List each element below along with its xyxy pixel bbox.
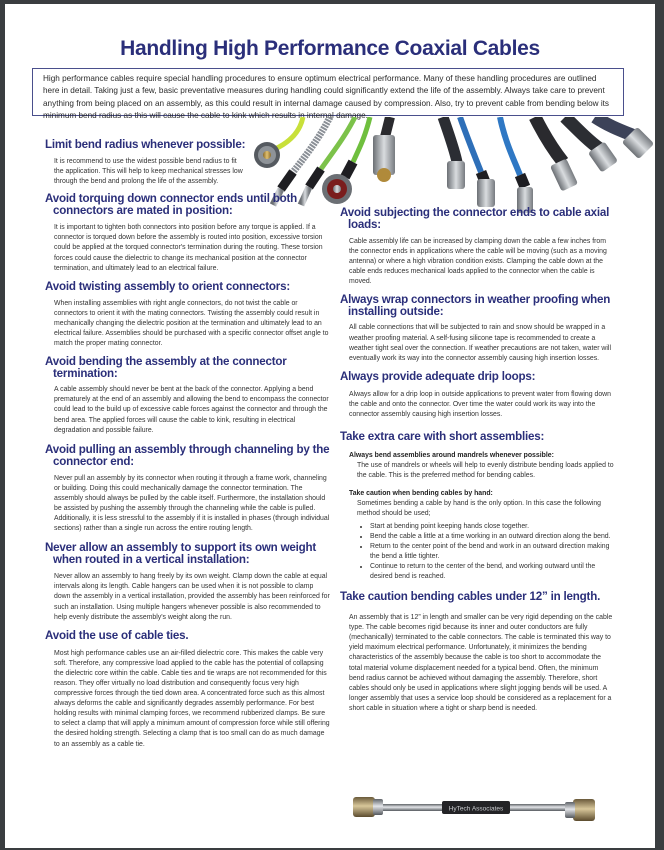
subbody-by-hand: Sometimes bending a cable by hand is the only option. In this case the following method should be used;	[357, 500, 602, 518]
short-cable-photo	[347, 787, 597, 829]
subbody-mandrels: The use of mandrels or wheels will help to evenly distribute bending loads applied to the cable. This is the preferred method for bending cables.	[357, 462, 614, 480]
list-item: • Bend the cable a little at a time working in an outward direction along the bend.	[370, 532, 615, 542]
section-heading: Avoid twisting assembly to orient connectors:	[45, 279, 291, 293]
bending-steps-list	[340, 522, 615, 583]
section-heading: Avoid the use of cable ties.	[45, 628, 189, 642]
section-avoid-pulling	[45, 444, 330, 535]
list-item: • Start at bending point keeping hands close together.	[370, 522, 615, 532]
section-avoid-torquing	[45, 193, 330, 273]
section-body: When installing assemblies with right angle connectors, do not twist the cable or connectors to orient it with the mating connectors. Twisting the assembly could result in mechanically changing the dielectric position at the termination and ultimately lead to an electrical failure. Assemblies should be purchased with a specific connector offset angle to match the proper mating connector.	[54, 299, 329, 348]
section-heading: Always wrap connectors in weather proofing when installing outside:	[340, 293, 611, 319]
section-heading: Avoid pulling an assembly through channeling by the connector end:	[45, 442, 330, 468]
right-column	[340, 207, 615, 714]
section-heading: Always provide adequate drip loops:	[340, 369, 536, 383]
section-avoid-bending-termination	[45, 356, 330, 435]
section-body: Most high performance cables use an air-filled dielectric core. This makes the cable very soft. Therefore, any compressive load applied to the cable has the potential of collapsing the dielectric core within the cable. Cable ties and tie wraps are not recommended for this reason. They offer virtually no load distribution and consequently focus very high compressive forces through the tied down area. A concentrated force such as this almost always deforms the cable and significantly degrades assembly performance. For best holding results with minimal clamping forces, we recommend rubberized clamps. Be sure to select a clamp that will apply a minimum amount of compression force while still offering the desired holding strength. Selecting a clamp that is too small can do as much damage to an assembly as a cable tie.	[54, 649, 330, 748]
section-body: Cable assembly life can be increased by clamping down the cable a few inches from the connector ends in applications where the cable will be moving (such as a moving antenna) or where a high vibration condition exists. Clamping the cable down at the cable ends reduces mechanical loads applied to the connector when the cable is moved.	[349, 238, 607, 286]
list-item: • Return to the center point of the bend and work in an outward direction making the bend a little tighter.	[370, 542, 615, 562]
short-cable-label: HyTech Associates	[448, 805, 504, 813]
left-column	[45, 139, 330, 750]
document-page	[5, 4, 655, 848]
section-body: Never allow an assembly to hang freely by its own weight. Clamp down the cable at equal intervals along its length. Cable hangers can be used when it is not possible to clamp down the assembly in a vertical installation, provided the assembly has been reinforced for such an installation. Using multiple hangers whenever possible is also recommended to help evenly distribute the assembly's weight along the run.	[54, 573, 330, 621]
section-heading: Limit bend radius whenever possible:	[45, 138, 246, 151]
section-under-12-inches	[340, 591, 615, 714]
section-vertical-installation	[45, 542, 330, 622]
section-limit-bend-radius	[45, 139, 330, 187]
subheading-by-hand: Take caution when bending cables by hand:	[349, 490, 493, 498]
section-heading: Take caution bending cables under 12” in length.	[340, 590, 601, 604]
section-heading: Avoid subjecting the connector ends to cable axial loads:	[340, 206, 610, 231]
subheading-mandrels: Always bend assemblies around mandrels whenever possible:	[349, 452, 554, 460]
section-heading: Avoid torquing down connector ends until both connectors are mated in position:	[45, 192, 298, 218]
section-axial-loads	[340, 207, 615, 287]
section-body: An assembly that is 12” in length and smaller can be very rigid depending on the cable type. The cable becomes rigid because its inner and outer conductors are fully (mechanically) terminated to the cable connectors. The cable is terminated this way to yield maximum electrical performance. Unfortunately, it minimizes the bending characteristics of the assembly because the cable is too short to accommodate the total material volume displacement needed for a typical bend. Often, the minimum bend radius cannot be achieved without damaging the assembly. Therefore, short cables should only be used in applications where slight jogging bends will be used. A longer assembly that uses a service loop should be considered as a replacement for a short cable in situation where a tight or sharp bend is needed.	[349, 614, 613, 712]
section-heading: Never allow an assembly to support its own weight when routed in a vertical installation:	[45, 541, 317, 567]
section-body: All cable connections that will be subjected to rain and snow should be wrapped in a weather proofing material. A self-fusing silicone tape is recommended to create a weather tight seal over the connection. If weather precautions are not taken, water will eventually work its way into the connector assembly causing high insertion losses.	[349, 324, 611, 362]
page-title: Handling High Performance Coaxial Cables	[120, 37, 540, 60]
section-heading: Avoid bending the assembly at the connector termination:	[45, 355, 287, 381]
section-body: A cable assembly should never be bent at the back of the connector. Applying a bend prematurely at the end of an assembly and allowing the bend to encompass the connector could lead to the build up of excessive cable forces against the connector and through the bend area. The applied forces will cause the cable to kink, resulting in electrical degradation and possible failure.	[54, 386, 329, 434]
section-body: It is recommend to use the widest possible bend radius to fit the application. This will help to keep mechanical stresses low through the bend and prolong the life of the assembly.	[54, 158, 243, 186]
section-avoid-twisting	[45, 281, 330, 349]
section-weather-proofing	[340, 294, 615, 363]
section-body: Never pull an assembly by its connector when routing it through a frame work, channeling or building. Doing this could mechanically damage the connector termination. The assembly should always be pulled by the cable itself. Furthermore, the installation should be assisted by pushing the assembly through the channeling while the cable is pulled. Additionally, it is less stressful to the assembly if it is installed in phases (through individual sections) rather than a single run across the entire routing length.	[54, 474, 330, 533]
section-avoid-cable-ties	[45, 630, 330, 750]
section-body: Always allow for a drip loop in outside applications to prevent water from flowing down the cable and onto the connector. Over time the water could work its way into the connector assembly causing high insertion losses.	[349, 390, 611, 419]
intro-box: High performance cables require special handling procedures to ensure optimum electrical performance. Many of these handling procedures are outlined here in detail. Taking just a few, basic preventative measures during handling could significantly extend the life of the assembly. Always take care to prevent anything from being placed on an assembly, as this could result in internal damage caused by compression. Also, try to prevent cable from bending below its minimum bend radius as this will cause the cable to kink which results in internal damage.	[32, 68, 624, 116]
section-short-assemblies	[340, 431, 615, 582]
list-item: • Continue to return to the center of the bend, and working outward until the desired bend is reached.	[370, 562, 615, 582]
section-body: It is important to tighten both connectors into position before any torque is applied. If a connector is torqued down before the assembly is routed into position, excessive torsion could be applied at the torqued connector's termination during the routing. These torsion forces could cause the dielectric to change its mechanical position at the connector termination, and ultimately lead to an electrical failure.	[54, 224, 323, 272]
section-drip-loops	[340, 371, 615, 420]
section-heading: Take extra care with short assemblies:	[340, 430, 545, 444]
